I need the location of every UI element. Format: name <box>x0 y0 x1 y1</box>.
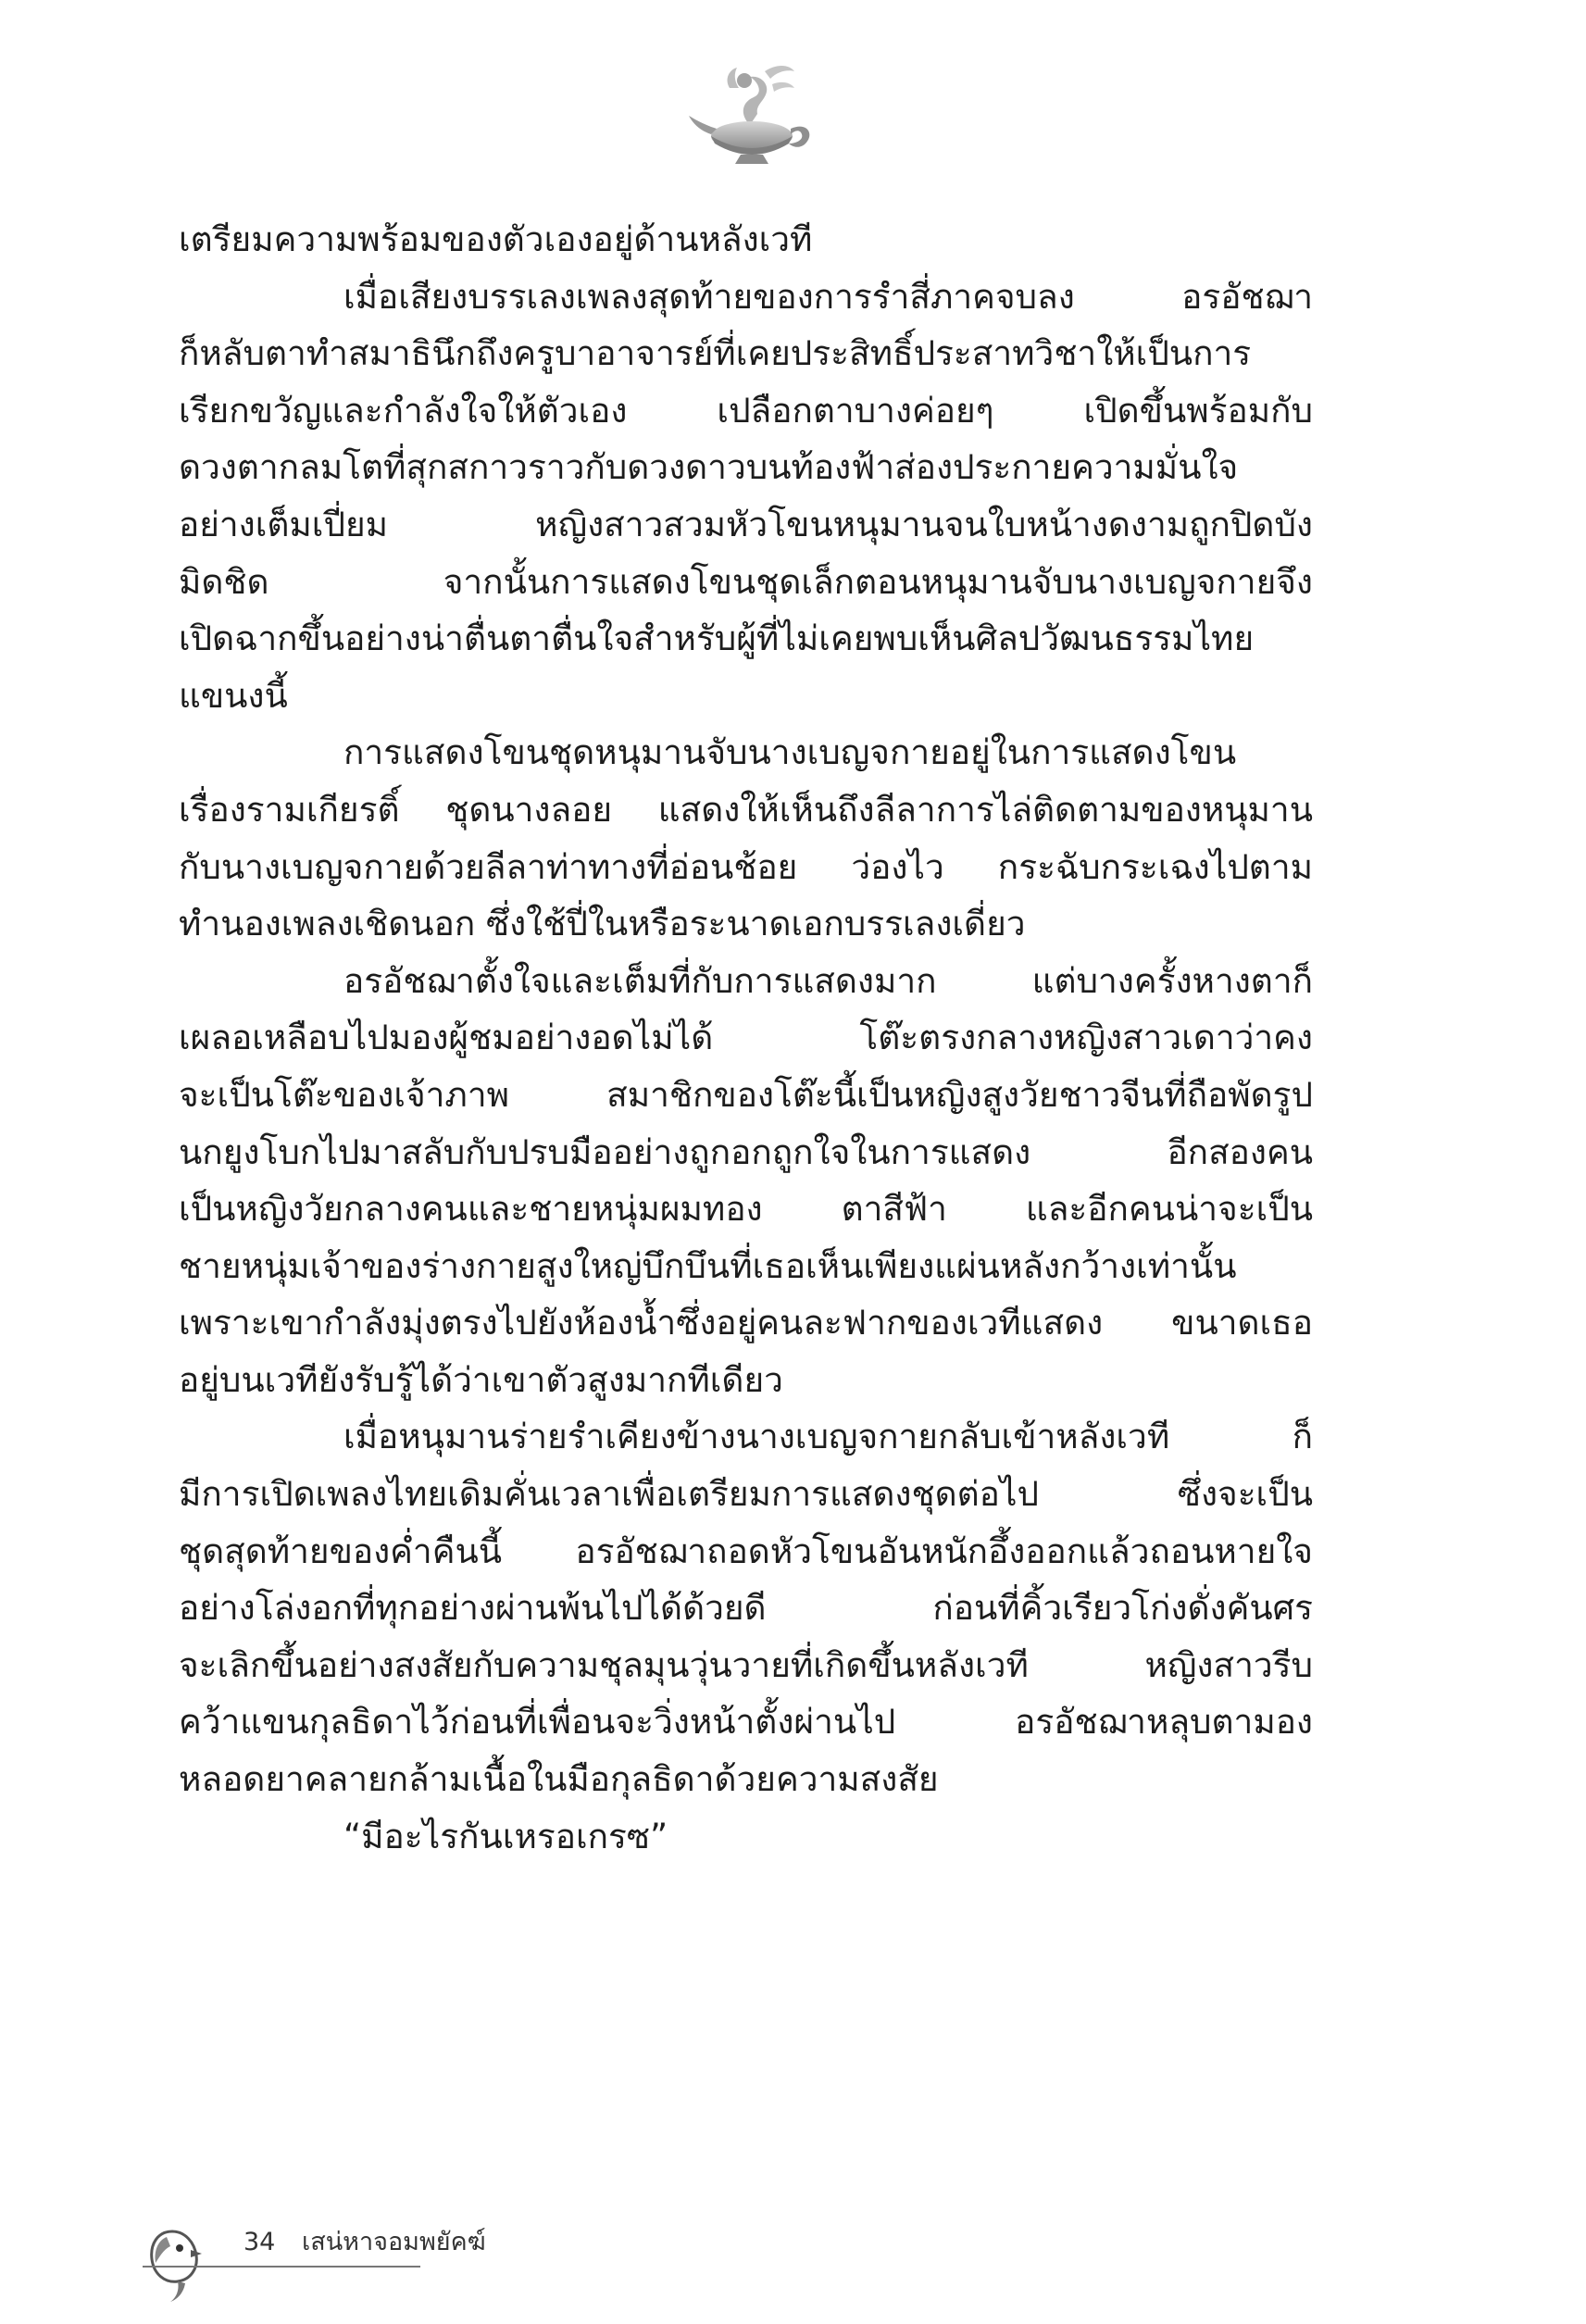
text-line: เพราะเขากำลังมุ่งตรงไปยังห้องน้ำซึ่งอยู่คนละฟากของเวทีแสดง ขนาดเธอ <box>179 1303 1313 1343</box>
page-footer <box>137 2222 554 2324</box>
text-line: กับนางเบญจกายด้วยลีลาท่าทางที่อ่อนช้อย ว่องไว กระฉับกระเฉงไปตาม <box>179 846 1313 887</box>
text-line: เมื่อหนุมานร่ายรำเคียงข้างนางเบญจกายกลับเข้าหลังเวที ก็ <box>343 1417 1313 1457</box>
text-line: อย่างโล่งอกที่ทุกอย่างผ่านพ้นไปได้ด้วยดี ก่อนที่คิ้วเรียวโก่งดั่งคันศร <box>179 1588 1313 1629</box>
text-line: เป็นหญิงวัยกลางคนและชายหนุ่มผมทอง ตาสีฟ้า และอีกคนน่าจะเป็น <box>179 1189 1313 1230</box>
text-line: มิดชิด จากนั้นการแสดงโขนชุดเล็กตอนหนุมานจับนางเบญจกายจึง <box>179 561 1313 602</box>
text-line: ชุดสุดท้ายของค่ำคืนนี้ อรอัชฌาถอดหัวโขนอันหนักอึ้งออกแล้วถอนหายใจ <box>179 1531 1313 1571</box>
text-line: อยู่บนเวทียังรับรู้ได้ว่าเขาตัวสูงมากทีเดียว <box>179 1359 783 1400</box>
text-line: นกยูงโบกไปมาสลับกับปรบมืออย่างถูกอกถูกใจในการแสดง อีกสองคน <box>179 1131 1313 1172</box>
text-line: เตรียมความพร้อมของตัวเองอยู่ด้านหลังเวที <box>179 219 813 259</box>
text-line: ชายหนุ่มเจ้าของร่างกายสูงใหญ่บึกบึนที่เธอเห็นเพียงแผ่นหลังกว้างเท่านั้น <box>179 1245 1237 1286</box>
text-line: เปิดฉากขึ้นอย่างน่าตื่นตาตื่นใจสำหรับผู้ที่ไม่เคยพบเห็นศิลปวัฒนธรรมไทย <box>179 618 1255 659</box>
text-line: อรอัชฌาตั้งใจและเต็มที่กับการแสดงมาก แต่บางครั้งหางตาก็ <box>343 960 1313 1001</box>
text-line: เผลอเหลือบไปมองผู้ชมอย่างอดไม่ได้ โต๊ะตรงกลางหญิงสาวเดาว่าคง <box>179 1018 1313 1058</box>
text-line: “มีอะไรกันเหรอเกรซ” <box>343 1816 668 1856</box>
text-line: จะเป็นโต๊ะของเจ้าภาพ สมาชิกของโต๊ะนี้เป็นหญิงสูงวัยชาวจีนที่ถือพัดรูป <box>179 1074 1313 1115</box>
text-line: การแสดงโขนชุดหนุมานจับนางเบญจกายอยู่ในการแสดงโขน <box>343 732 1237 773</box>
text-line: อย่างเต็มเปี่ยม หญิงสาวสวมหัวโขนหนุมานจนใบหน้างดงามถูกปิดบัง <box>179 504 1313 544</box>
text-line: แขนงนี้ <box>179 675 288 716</box>
text-line: ก็หลับตาทำสมาธินึกถึงครูบาอาจารย์ที่เคยประสิทธิ์ประสาทวิชาให้เป็นการ <box>179 333 1252 374</box>
bird-icon <box>144 2222 209 2304</box>
page-number: 34 <box>244 2228 276 2256</box>
text-line: มีการเปิดเพลงไทยเดิมคั่นเวลาเพื่อเตรียมการแสดงชุดต่อไป ซึ่งจะเป็น <box>179 1474 1313 1515</box>
footer-rule <box>143 2266 420 2268</box>
book-title: เสน่หาจอมพยัคฆ์ <box>302 2228 486 2256</box>
text-line: จะเลิกขึ้นอย่างสงสัยกับความชุลมุนวุ่นวายที่เกิดขึ้นหลังเวที หญิงสาวรีบ <box>179 1644 1313 1685</box>
text-line: หลอดยาคลายกล้ามเนื้อในมือกุลธิดาด้วยความสงสัย <box>179 1759 939 1800</box>
text-line: เรื่องรามเกียรติ์ ชุดนางลอย แสดงให้เห็นถึงลีลาการไล่ติดตามของหนุมาน <box>179 789 1313 830</box>
genie-lamp-icon <box>685 51 824 171</box>
body-text <box>179 211 1313 1865</box>
text-line: ดวงตากลมโตที่สุกสกาวราวกับดวงดาวบนท้องฟ้าส่องประกายความมั่นใจ <box>179 447 1239 488</box>
text-line: ทำนองเพลงเชิดนอก ซึ่งใช้ปี่ในหรือระนาดเอกบรรเลงเดี่ยว <box>179 904 1026 944</box>
text-line: เมื่อเสียงบรรเลงเพลงสุดท้ายของการรำสี่ภาคจบลง อรอัชฌา <box>343 276 1313 317</box>
text-line: เรียกขวัญและกำลังใจให้ตัวเอง เปลือกตาบางค่อยๆ เปิดขึ้นพร้อมกับ <box>179 390 1313 431</box>
text-line: คว้าแขนกุลธิดาไว้ก่อนที่เพื่อนจะวิ่งหน้าตั้งผ่านไป อรอัชฌาหลุบตามอง <box>179 1702 1313 1743</box>
